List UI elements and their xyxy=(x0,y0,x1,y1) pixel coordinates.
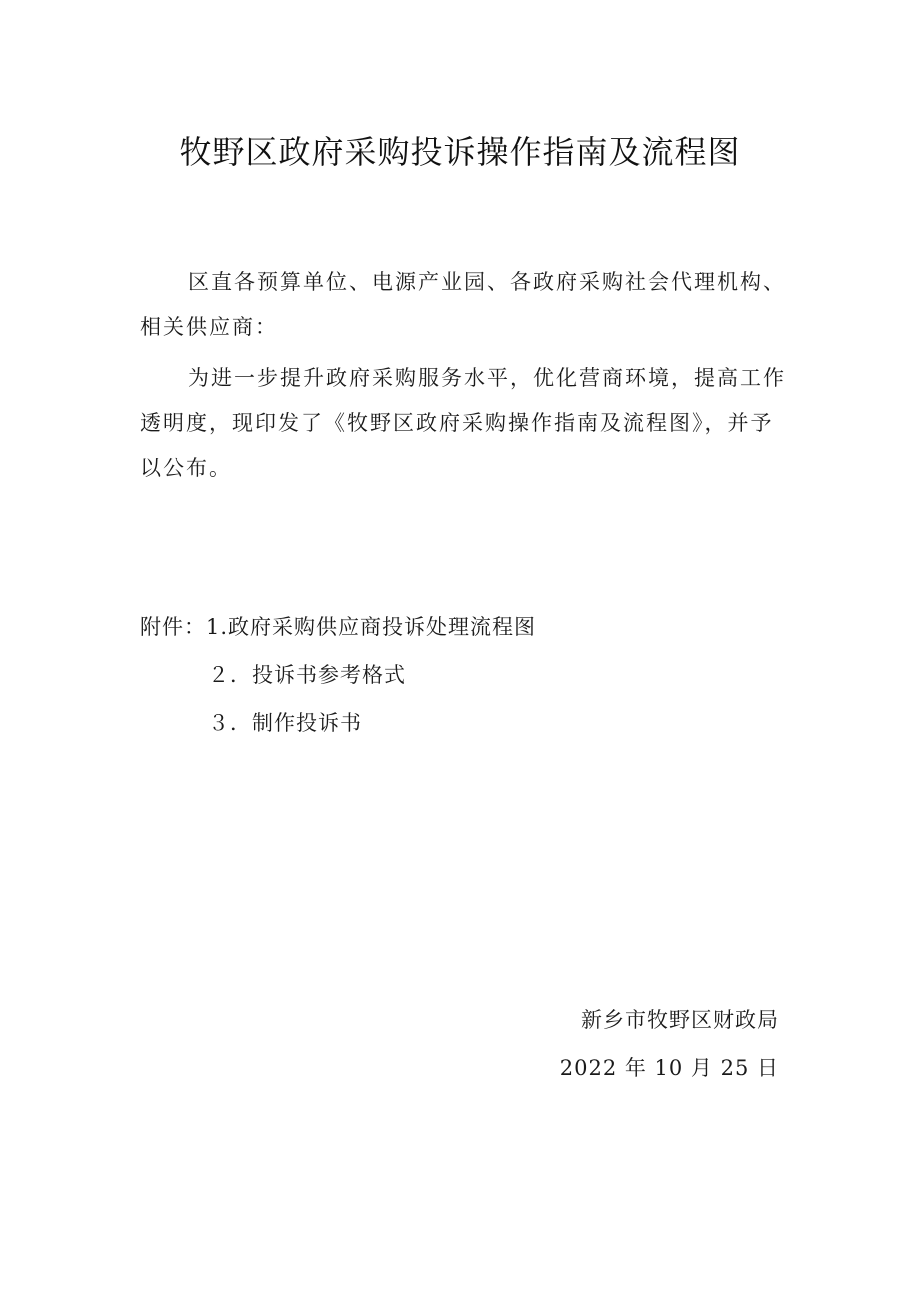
signature-block xyxy=(560,996,779,1092)
document-title: 牧野区政府采购投诉操作指南及流程图 xyxy=(179,133,741,171)
attachment-item xyxy=(140,699,790,747)
body-paragraph: 为进一步提升政府采购服务水平，优化营商环境，提高工作透明度，现印发了《牧野区政府采购操作指南及流程图》，并予以公布。 xyxy=(140,366,786,480)
salutation: 区直各预算单位、电源产业园、各政府采购社会代理机构、相关供应商： xyxy=(140,270,786,339)
attachment-item-text: ３．制作投诉书 xyxy=(208,711,362,735)
attachments-list xyxy=(140,603,790,747)
attachment-item xyxy=(140,651,790,699)
issuing-organization: 新乡市牧野区财政局 xyxy=(581,1008,779,1032)
attachment-item-text: 1.政府采购供应商投诉处理流程图 xyxy=(206,615,537,639)
issue-date: 2022 年 10 月 25 日 xyxy=(559,1056,779,1080)
attachment-item-text: ２．投诉书参考格式 xyxy=(208,663,406,687)
attachment-item xyxy=(140,603,790,651)
attachments-label: 附件： xyxy=(140,615,206,639)
